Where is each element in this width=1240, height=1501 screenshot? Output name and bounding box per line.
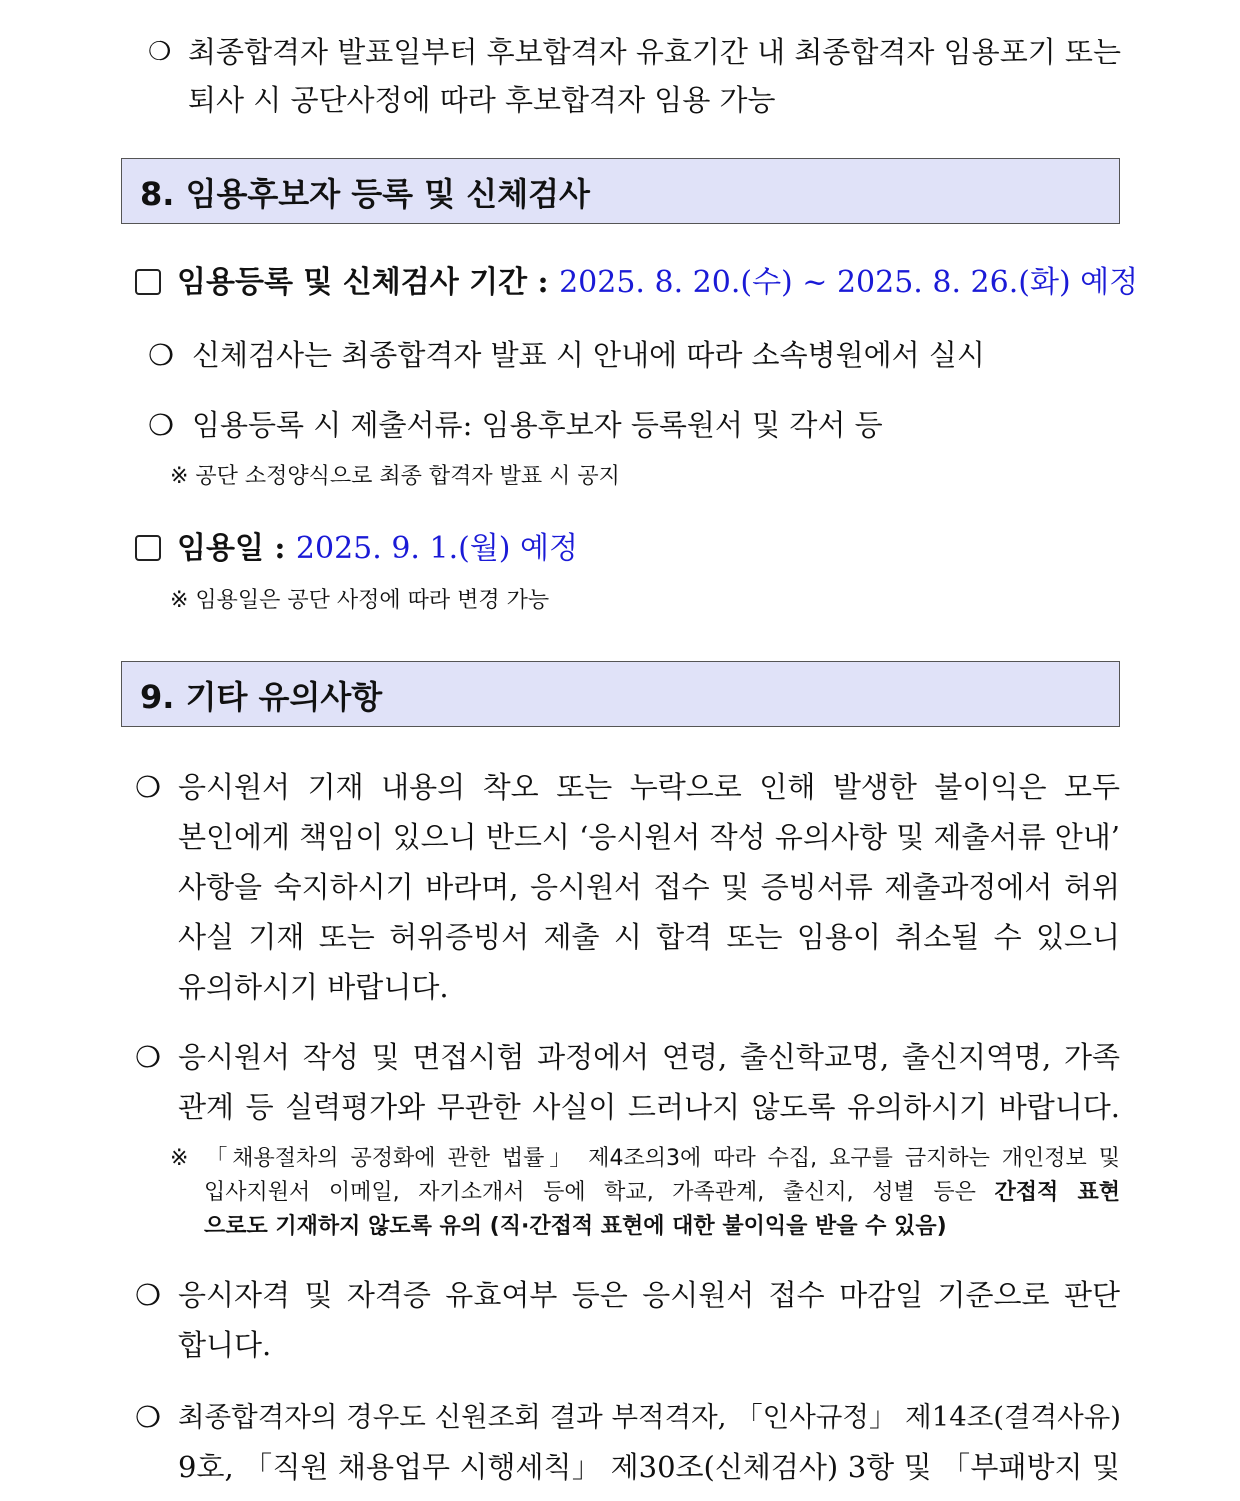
p1-line-5: 유의하시기 바랍니다. <box>178 970 449 1004</box>
appoint-label: 임용일 : <box>177 531 296 566</box>
p4-line-1: 최종합격자의 경우도 신원조회 결과 부적격자, 「인사규정」 제14조(결격사유) <box>178 1401 1122 1433</box>
intro-line-1: 최종합격자 발표일부터 후보합격자 유효기간 내 최종합격자 임용포기 또는 <box>188 35 1121 69</box>
p4-line-2: 9호, 「직원 채용업무 시행세칙」 제30조(신체검사) 3항 및 「부패방지 및 <box>178 1450 1120 1484</box>
documents-text: 임용등록 시 제출서류: 임용후보자 등록원서 및 각서 등 <box>192 408 883 442</box>
checkbox-icon <box>135 535 161 561</box>
p1-bullet: ❍ <box>135 770 161 804</box>
p3-line-1: 응시자격 및 자격증 유효여부 등은 응시원서 접수 마감일 기준으로 판단 <box>178 1278 1120 1312</box>
p1-line-4: 사실 기재 또는 허위증빙서 제출 시 합격 또는 임용이 취소될 수 있으니 <box>178 920 1120 954</box>
note-law-line-3: 으로도 기재하지 않도록 유의 (직·간접적 표현에 대한 불이익을 받을 수 있음) <box>204 1214 947 1239</box>
note-law-line-2 <box>204 1176 1120 1210</box>
note-law-line-2-normal: 입사지원서 이메일, 자기소개서 등에 학교, 가족관계, 출신지, 성별 등은 <box>204 1180 995 1205</box>
intro-bullet: ❍ <box>148 37 172 67</box>
period-label: 임용등록 및 신체검사 기간 : <box>177 265 560 300</box>
p1-line-2: 본인에게 책임이 있으니 반드시 ‘응시원서 작성 유의사항 및 제출서류 안내’ <box>178 820 1120 854</box>
note-law-line-1: ※ 「채용절차의 공정화에 관한 법률」 제4조의3에 따라 수집, 요구를 금지하는 개인정보 및 <box>170 1146 1120 1171</box>
circle-bullet-icon: ❍ <box>148 408 174 442</box>
appoint-line <box>135 524 578 574</box>
p1-line-3: 사항을 숙지하시기 바라며, 응시원서 접수 및 증빙서류 제출과정에서 허위 <box>178 870 1120 904</box>
appoint-value: 2025. 9. 1.(월) 예정 <box>295 531 578 566</box>
p3-line-2: 합니다. <box>178 1328 272 1362</box>
p4-bullet: ❍ <box>135 1400 161 1434</box>
physical-exam-text: 신체검사는 최종합격자 발표 시 안내에 따라 소속병원에서 실시 <box>192 338 985 372</box>
section-9-header <box>121 661 1120 727</box>
note-law-line-2-bold: 간접적 표현 <box>994 1180 1120 1205</box>
section-9-title: 9. 기타 유의사항 <box>140 678 383 716</box>
bullet-documents <box>148 400 883 450</box>
bullet-physical-exam <box>148 330 985 380</box>
p2-bullet: ❍ <box>135 1040 161 1074</box>
note-form: ※ 공단 소정양식으로 최종 합격자 발표 시 공지 <box>170 464 620 489</box>
circle-bullet-icon: ❍ <box>148 338 174 372</box>
p1-line-1: 응시원서 기재 내용의 착오 또는 누락으로 인해 발생한 불이익은 모두 <box>178 770 1120 804</box>
period-line <box>135 258 1138 308</box>
note-appoint: ※ 임용일은 공단 사정에 따라 변경 가능 <box>170 588 550 613</box>
period-value: 2025. 8. 20.(수) ~ 2025. 8. 26.(화) 예정 <box>559 265 1139 300</box>
p2-line-2: 관계 등 실력평가와 무관한 사실이 드러나지 않도록 유의하시기 바랍니다. <box>178 1090 1120 1124</box>
section-8-title: 8. 임용후보자 등록 및 신체검사 <box>140 175 590 213</box>
p3-bullet: ❍ <box>135 1278 161 1312</box>
checkbox-icon <box>135 269 161 295</box>
section-8-header <box>121 158 1120 224</box>
p2-line-1: 응시원서 작성 및 면접시험 과정에서 연령, 출신학교명, 출신지역명, 가족 <box>178 1040 1120 1074</box>
intro-line-2: 퇴사 시 공단사정에 따라 후보합격자 임용 가능 <box>188 83 776 117</box>
